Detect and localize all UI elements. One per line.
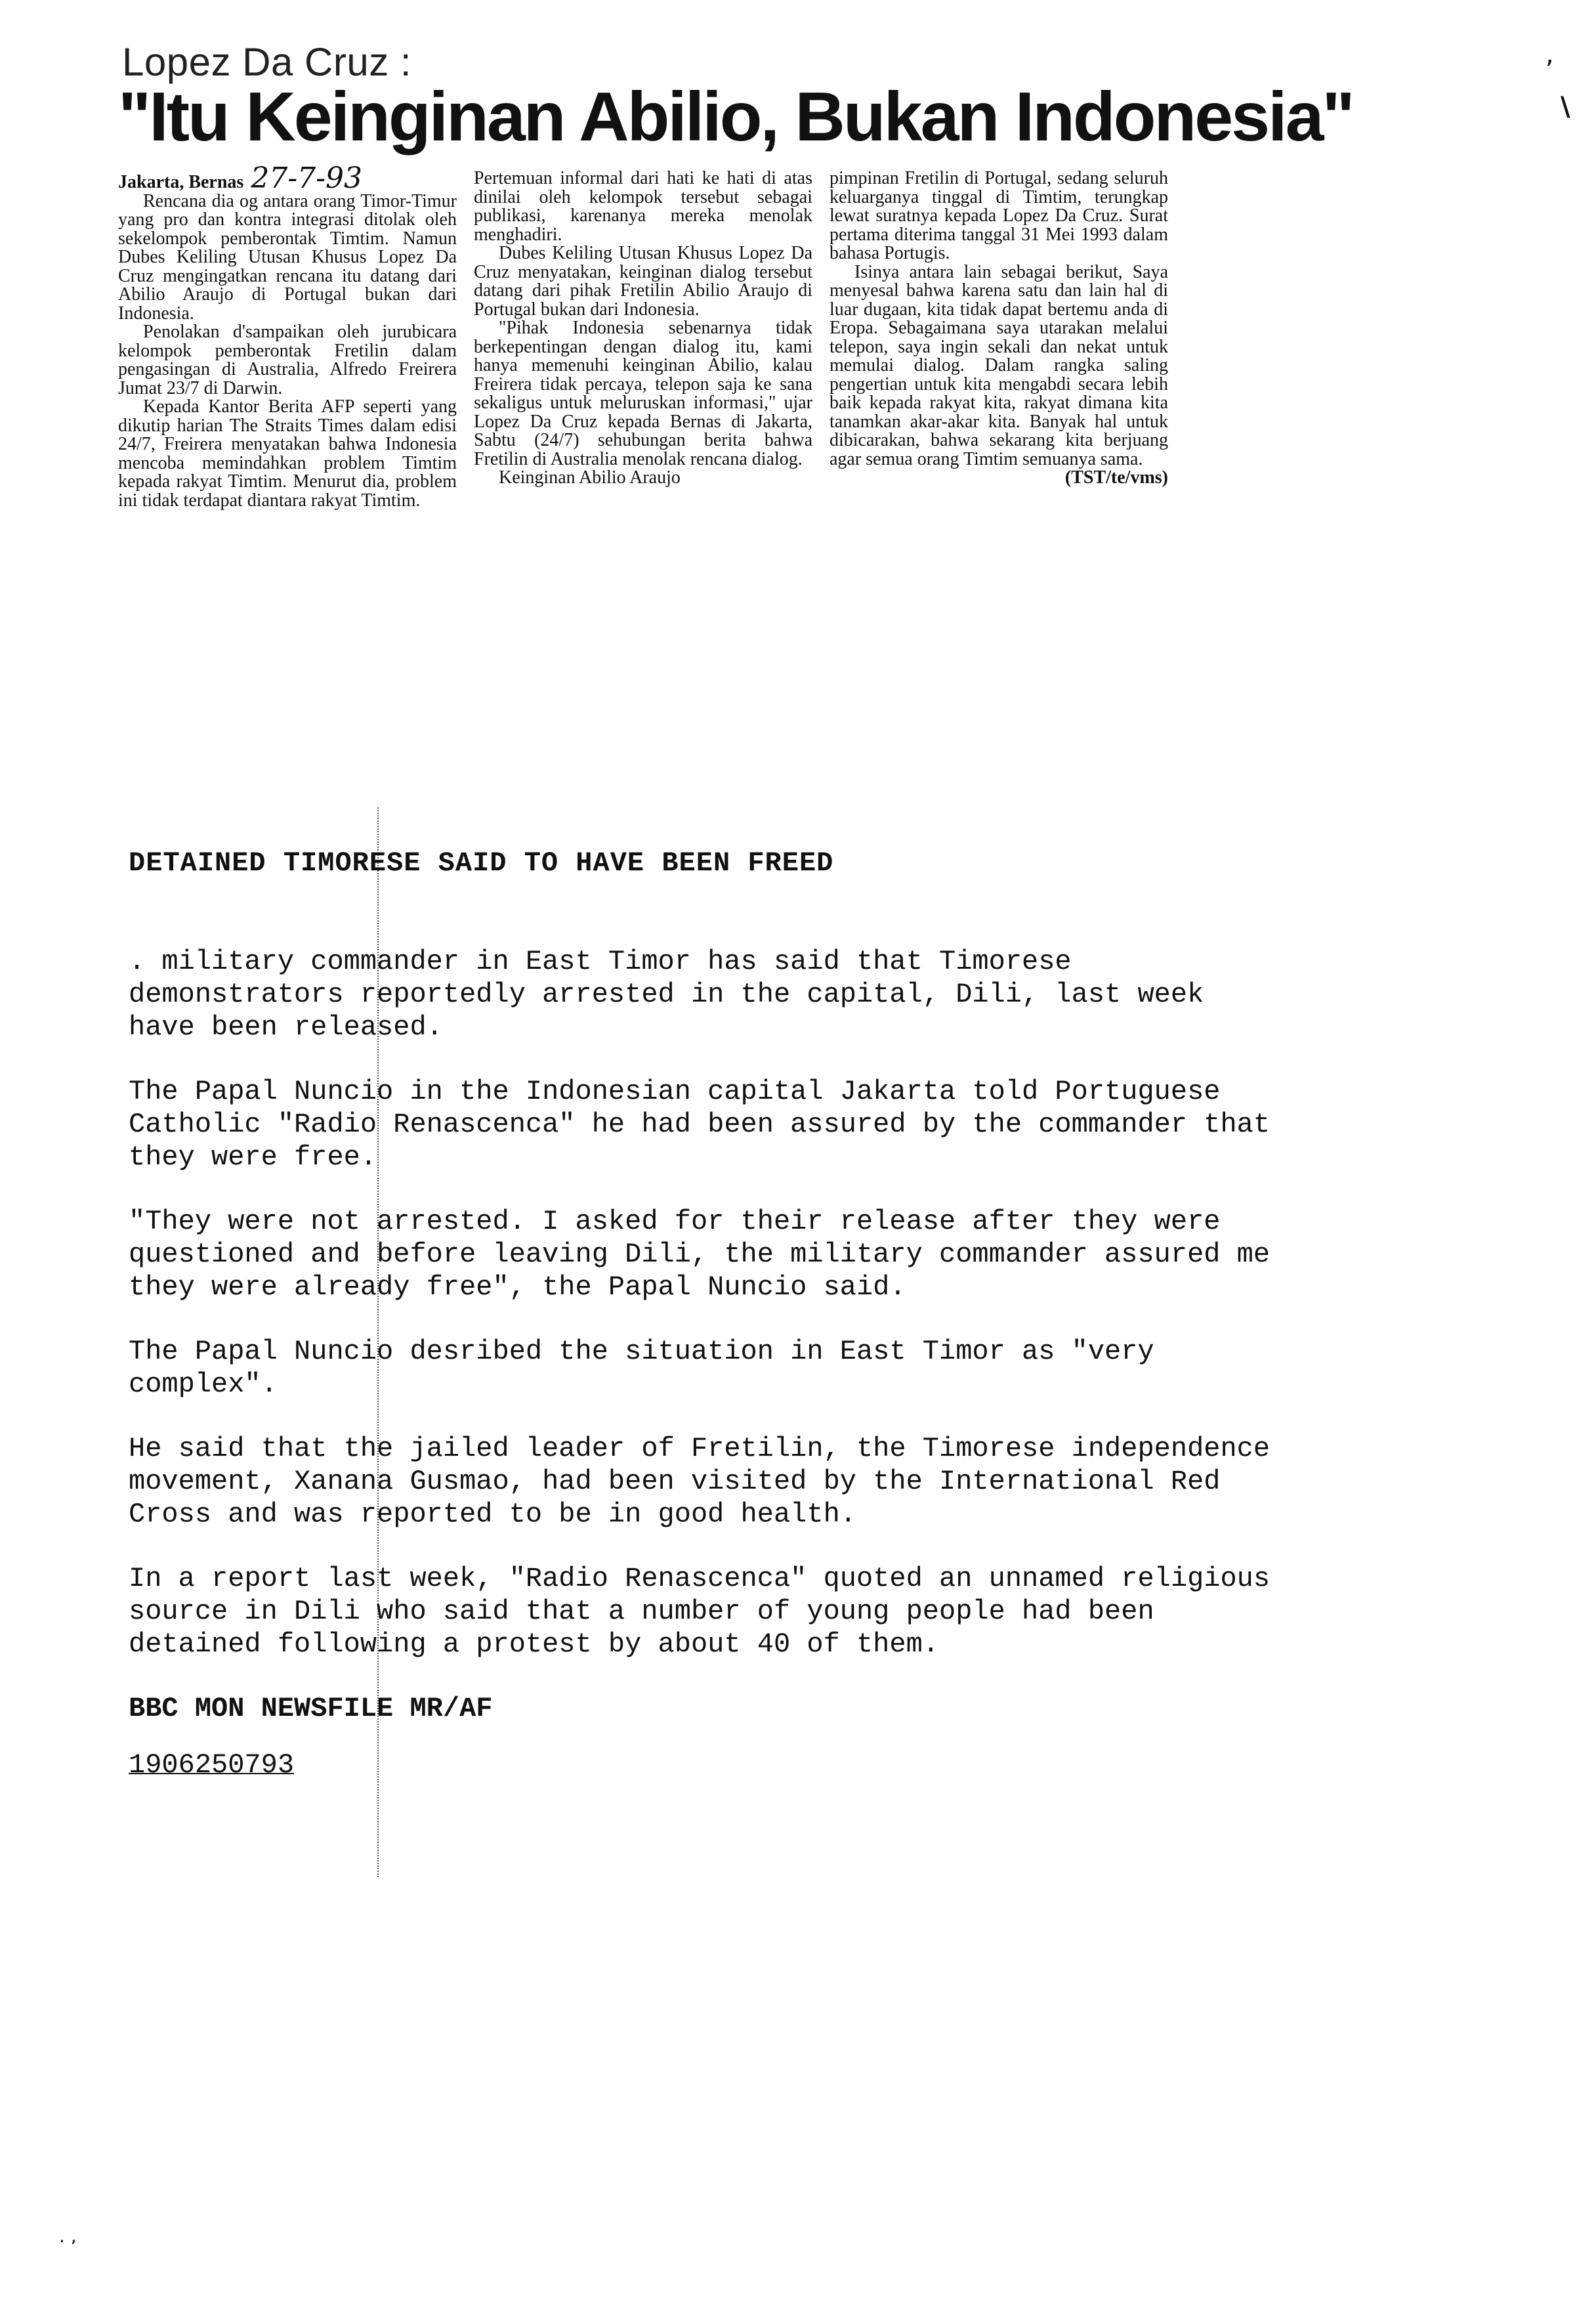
wire-footer: BBC MON NEWSFILE MR/AF	[129, 1693, 493, 1724]
wire-paragraph: "They were not arrested. I asked for their release after they were questioned and before leaving Dili, the military commander assured me they were already free", the Papal Nuncio said.	[129, 1206, 1270, 1303]
scan-mark: \	[1561, 92, 1570, 122]
article-paragraph: Dubes Keliling Utusan Khusus Lopez Da Cruz menyatakan, keinginan dialog tersebut datang dari pihak Fretilin Abilio Araujo di Portugal bukan dari Indonesia.	[474, 243, 812, 320]
scan-mark: ,	[1545, 39, 1554, 70]
article-kicker: Lopez Da Cruz :	[122, 40, 412, 84]
handwritten-date: 27-7-93	[251, 161, 363, 196]
article-paragraph: Pertemuan informal dari hati ke hati di atas dinilai oleh kelompok tersebut sebagai publikasi, karenanya mereka menolak menghadiri.	[474, 168, 812, 245]
wire-title: DETAINED TIMORESE SAID TO HAVE BEEN FREED	[129, 847, 834, 879]
article-credit: (TST/te/vms)	[1064, 467, 1168, 488]
wire-number: 1906250793	[129, 1749, 295, 1781]
newspaper-clipping	[118, 39, 1353, 511]
wire-paragraph: The Papal Nuncio in the Indonesian capital Jakarta told Portuguese Catholic "Radio Renascenca" he had been assured by the commander that they were free.	[129, 1076, 1270, 1173]
article-paragraph: "Pihak Indonesia sebenarnya tidak berkepentingan dengan dialog itu, kami hanya memenuhi keinginan Abilio, kalau Freirera tidak percaya, telepon saja ke sana sekaligus untuk meluruskan informasi," ujar Lopez Da Cruz kepada Bernas di Jakarta, Sabtu (24/7) sehubungan berita bahwa Fretilin di Australia menolak rencana dialog.	[474, 318, 812, 469]
article-paragraph: pimpinan Fretilin di Portugal, sedang seluruh keluarganya tinggal di Timtim, terungkap lewat suratnya kepada Lopez Da Cruz. Surat pertama diterima tanggal 31 Mei 1993 dalam bahasa Portugis.	[830, 168, 1168, 264]
wire-paragraph: . military commander in East Timor has said that Timorese demonstrators reportedly arrested in the capital, Dili, last week have been released.	[129, 946, 1204, 1043]
dateline-line	[118, 161, 457, 196]
scan-mark: . ,	[59, 2225, 77, 2247]
wire-number-line	[129, 1749, 1441, 1781]
wire-paragraph: The Papal Nuncio desribed the situation in East Timor as "very complex".	[129, 1336, 1154, 1400]
wire-paragraph: In a report last week, "Radio Renascenca" quoted an unnamed religious source in Dili who said that a number of young people had been detained following a protest by about 40 of them.	[129, 1563, 1270, 1660]
article-paragraph: Isinya antara lain sebagai berikut, Saya menyesal bahwa karena satu dan lain hal di luar dugaan, kita tidak dapat bertemu anda di Eropa. Sebagaimana saya utarakan melalui telepon, saya ingin sekali dan nekat untuk memulai dialog. Dalam rangka saling pengertian untuk kita mengabdi secara lebih baik kepada rakyat kita, rakyat dimana kita tanamkan akar-akar kita. Banyak hal untuk dibicarakan, bahwa sekarang kita berjuang agar semua orang Timtim semuanya sama.	[830, 261, 1168, 469]
article-paragraph: Kepada Kantor Berita AFP seperti yang dikutip harian The Straits Times dalam edisi 24/7, Freirera menyatakan bahwa Indonesia mencoba memindahkan problem Timtim kepada rakyat Timtim. Menurut dia, problem ini tidak terdapat diantara rakyat Timtim.	[118, 396, 457, 511]
article-paragraph: Penolakan d'sampaikan oleh jurubicara kelompok pemberontak Fretilin dalam pengasingan di Australia, Alfredo Freirera Jumat 23/7 di Darwin.	[118, 322, 457, 398]
article-columns	[118, 161, 1168, 511]
wire-paragraph: He said that the jailed leader of Fretilin, the Timorese independence movement, Xanana Gusmao, had been visited by the International Red Cross and was reported to be in good health.	[129, 1433, 1270, 1530]
article-paragraph: Rencana dia og antara orang Timor-Timur yang pro dan kontra integrasi ditolak oleh sekelompok pemberontak Timtim. Namun Dubes Keliling Utusan Khusus Lopez Da Cruz mengingatkan rencana itu datang dari Abilio Araujo di Portugal bukan dari Indonesia.	[118, 190, 457, 324]
article-column-2	[474, 169, 812, 510]
dateline: Jakarta, Bernas	[118, 172, 244, 193]
article-paragraph: Keinginan Abilio Araujo	[499, 467, 681, 488]
article-column-3	[830, 169, 1168, 510]
wire-report	[129, 847, 1441, 1813]
article-headline: "Itu Keinginan Abilio, Bukan Indonesia"	[118, 78, 1353, 156]
article-column-1	[118, 161, 457, 511]
